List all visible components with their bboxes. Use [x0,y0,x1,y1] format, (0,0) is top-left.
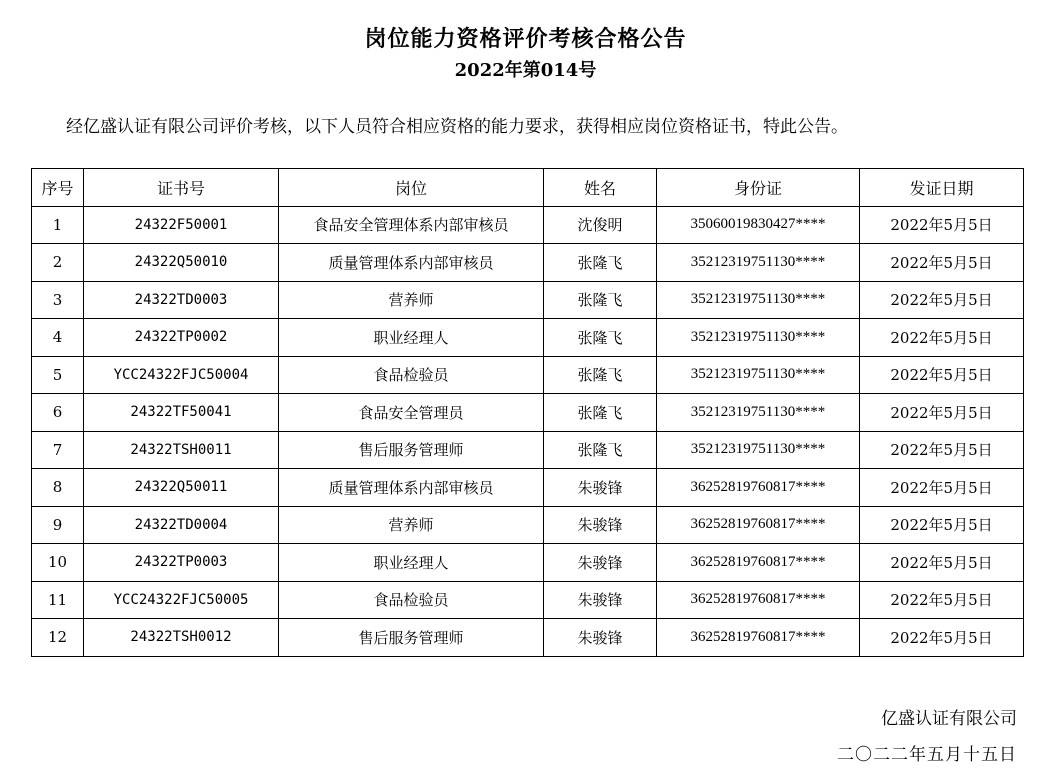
cell-index: 5 [32,356,84,394]
cell-position: 营养师 [279,506,544,544]
issue-date: 二〇二二年五月十五日 [837,745,1017,765]
cell-issue-date: 2022年5月5日 [860,431,1024,469]
table-row [32,356,1024,394]
cell-position: 食品检验员 [279,356,544,394]
cell-position: 营养师 [279,281,544,319]
table-row [32,619,1024,657]
cell-position: 质量管理体系内部审核员 [279,244,544,282]
cell-id-number: 35212319751130**** [657,319,860,357]
cell-id-number: 35212319751130**** [657,431,860,469]
table-row [32,581,1024,619]
cell-certificate-number: 24322Q50011 [84,469,279,507]
cell-id-number: 36252819760817**** [657,619,860,657]
cell-issue-date: 2022年5月5日 [860,581,1024,619]
cell-issue-date: 2022年5月5日 [860,619,1024,657]
cell-index: 9 [32,506,84,544]
header-index: 序号 [32,169,84,207]
cell-id-number: 36252819760817**** [657,581,860,619]
table-row [32,506,1024,544]
cell-issue-date: 2022年5月5日 [860,394,1024,432]
cell-position: 职业经理人 [279,544,544,582]
cell-issue-date: 2022年5月5日 [860,506,1024,544]
cell-certificate-number: 24322TP0002 [84,319,279,357]
intro-paragraph: 经亿盛认证有限公司评价考核，以下人员符合相应资格的能力要求，获得相应岗位资格证书，特此公告。 [66,117,848,137]
table-row [32,319,1024,357]
cell-index: 3 [32,281,84,319]
cell-issue-date: 2022年5月5日 [860,544,1024,582]
cell-certificate-number: 24322TSH0012 [84,619,279,657]
cell-certificate-number: 24322TF50041 [84,394,279,432]
table-row [32,544,1024,582]
cell-index: 4 [32,319,84,357]
cell-issue-date: 2022年5月5日 [860,206,1024,244]
cell-position: 职业经理人 [279,319,544,357]
cell-index: 10 [32,544,84,582]
cell-name: 张隆飞 [544,281,657,319]
header-name: 姓名 [544,169,657,207]
cell-certificate-number: YCC24322FJC50005 [84,581,279,619]
cell-id-number: 35212319751130**** [657,244,860,282]
document-title: 岗位能力资格评价考核合格公告 [364,26,687,52]
table-row [32,244,1024,282]
cell-name: 朱骏锋 [544,619,657,657]
cell-name: 张隆飞 [544,244,657,282]
cell-position: 质量管理体系内部审核员 [279,469,544,507]
cell-position: 售后服务管理师 [279,619,544,657]
issuer-name: 亿盛认证有限公司 [881,709,1017,729]
table-row [32,469,1024,507]
cell-certificate-number: 24322TD0004 [84,506,279,544]
cell-issue-date: 2022年5月5日 [860,319,1024,357]
cell-issue-date: 2022年5月5日 [860,244,1024,282]
cell-position: 食品安全管理体系内部审核员 [279,206,544,244]
table-row [32,394,1024,432]
cell-issue-date: 2022年5月5日 [860,281,1024,319]
table-row [32,206,1024,244]
cell-id-number: 35060019830427**** [657,206,860,244]
cell-index: 1 [32,206,84,244]
cell-name: 张隆飞 [544,319,657,357]
cell-position: 食品安全管理员 [279,394,544,432]
cell-index: 8 [32,469,84,507]
cell-certificate-number: 24322Q50010 [84,244,279,282]
cell-name: 张隆飞 [544,394,657,432]
cell-certificate-number: 24322F50001 [84,206,279,244]
cell-index: 11 [32,581,84,619]
cell-name: 张隆飞 [544,356,657,394]
cell-id-number: 35212319751130**** [657,281,860,319]
cell-id-number: 35212319751130**** [657,356,860,394]
cell-index: 6 [32,394,84,432]
table-body [32,206,1024,656]
cell-issue-date: 2022年5月5日 [860,469,1024,507]
cell-name: 朱骏锋 [544,506,657,544]
cell-position: 售后服务管理师 [279,431,544,469]
header-id-number: 身份证 [657,169,860,207]
cell-name: 朱骏锋 [544,581,657,619]
header-position: 岗位 [279,169,544,207]
cell-position: 食品检验员 [279,581,544,619]
cell-id-number: 36252819760817**** [657,469,860,507]
table-header-row [32,169,1024,207]
header-issue-date: 发证日期 [860,169,1024,207]
cell-certificate-number: 24322TSH0011 [84,431,279,469]
cell-issue-date: 2022年5月5日 [860,356,1024,394]
cell-id-number: 35212319751130**** [657,394,860,432]
cell-id-number: 36252819760817**** [657,506,860,544]
cell-index: 7 [32,431,84,469]
cell-name: 沈俊明 [544,206,657,244]
document-number: 2022年第014号 [454,60,597,81]
cell-name: 张隆飞 [544,431,657,469]
cell-id-number: 36252819760817**** [657,544,860,582]
cell-index: 2 [32,244,84,282]
cell-certificate-number: 24322TP0003 [84,544,279,582]
table-row [32,431,1024,469]
cell-certificate-number: YCC24322FJC50004 [84,356,279,394]
cell-index: 12 [32,619,84,657]
cell-name: 朱骏锋 [544,544,657,582]
header-certificate-number: 证书号 [84,169,279,207]
cell-certificate-number: 24322TD0003 [84,281,279,319]
certificate-table [31,168,1024,657]
table-row [32,281,1024,319]
cell-name: 朱骏锋 [544,469,657,507]
